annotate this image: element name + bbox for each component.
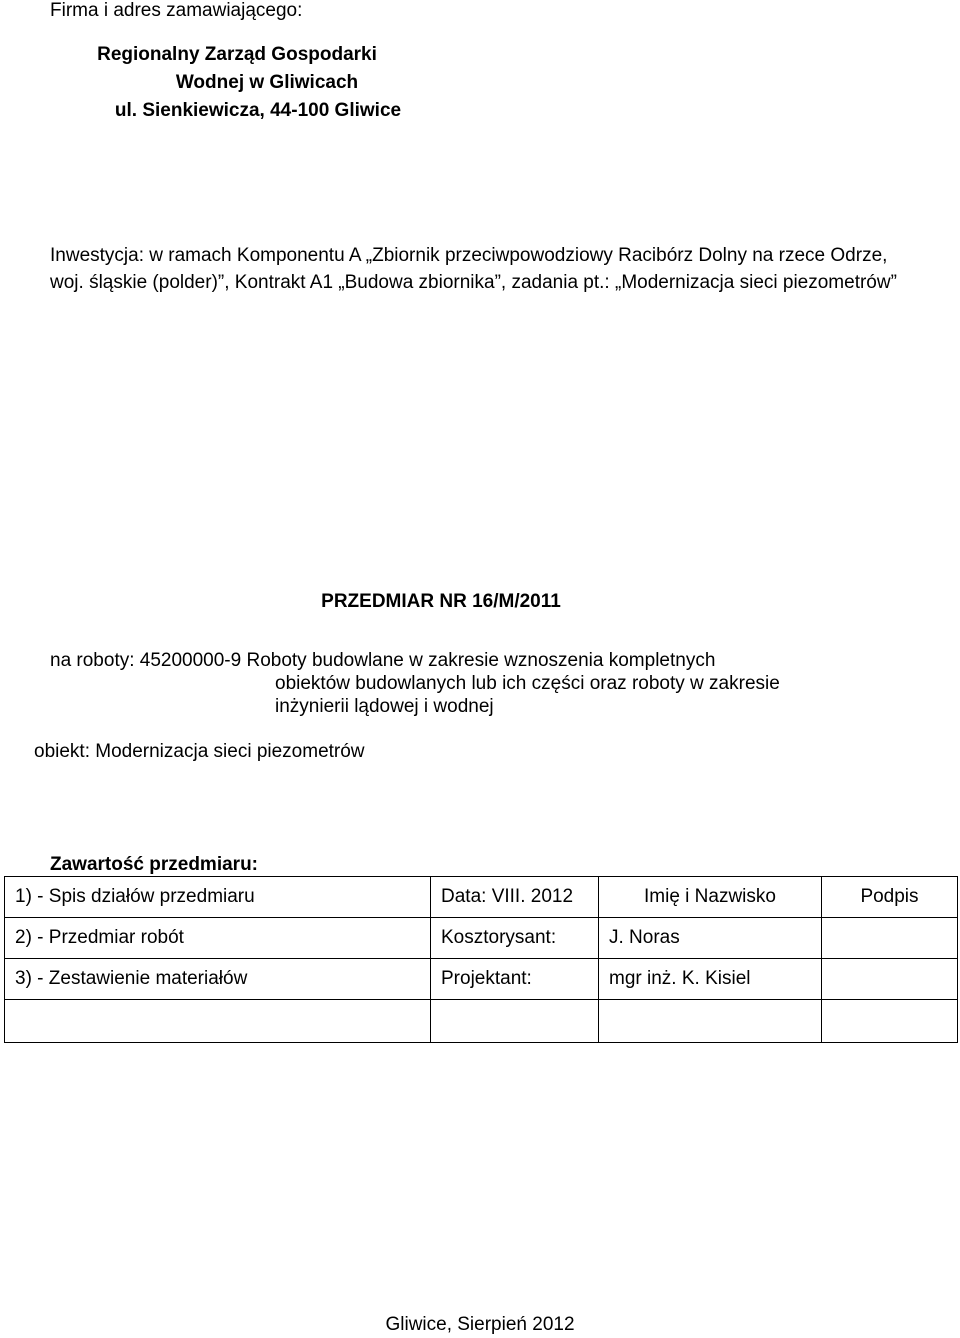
table-cell: Kosztorysant:: [431, 918, 599, 959]
table-cell: [5, 1000, 431, 1043]
table-cell: Projektant:: [431, 959, 599, 1000]
table-row: [5, 877, 958, 918]
table-cell: Data: VIII. 2012: [431, 877, 599, 918]
table-cell: 2) - Przedmiar robót: [5, 918, 431, 959]
object-line: obiekt: Modernizacja sieci piezometrów: [34, 741, 365, 762]
table-cell: 1) - Spis działów przedmiaru: [5, 877, 431, 918]
investment-line2: woj. śląskie (polder)”, Kontrakt A1 „Budowa zbiornika”, zadania pt.: „Modernizacja sieci piezometrów”: [50, 272, 897, 293]
table-cell: Podpis: [822, 877, 958, 918]
table-cell: J. Noras: [599, 918, 822, 959]
works-line3: inżynierii lądowej i wodnej: [275, 696, 494, 717]
works-line2: obiektów budowlanych lub ich części oraz roboty w zakresie: [275, 673, 780, 694]
footer-place-date: Gliwice, Sierpień 2012: [385, 1314, 575, 1335]
table-cell: [822, 918, 958, 959]
table-cell: [822, 1000, 958, 1043]
document-title: PRZEDMIAR NR 16/M/2011: [321, 591, 561, 612]
investment-line1: Inwestycja: w ramach Komponentu A „Zbiornik przeciwpowodziowy Racibórz Dolny na rzece Odrze,: [50, 245, 888, 266]
table-cell: [599, 1000, 822, 1043]
table-cell: Imię i Nazwisko: [599, 877, 822, 918]
orderer-name-line1: Regionalny Zarząd Gospodarki: [97, 44, 377, 65]
orderer-label: Firma i adres zamawiającego:: [50, 0, 303, 21]
table-row: [5, 918, 958, 959]
orderer-address: ul. Sienkiewicza, 44-100 Gliwice: [114, 100, 402, 121]
table-row: [5, 959, 958, 1000]
table-cell: 3) - Zestawienie materiałów: [5, 959, 431, 1000]
works-line1: na roboty: 45200000-9 Roboty budowlane w zakresie wznoszenia kompletnych: [50, 650, 716, 671]
table-row: [5, 1000, 958, 1043]
orderer-name-line2: Wodnej w Gliwicach: [175, 72, 359, 93]
contents-heading: Zawartość przedmiaru:: [50, 854, 258, 875]
table-cell: [822, 959, 958, 1000]
contents-table: [4, 876, 958, 1043]
table-cell: [431, 1000, 599, 1043]
table-cell: mgr inż. K. Kisiel: [599, 959, 822, 1000]
